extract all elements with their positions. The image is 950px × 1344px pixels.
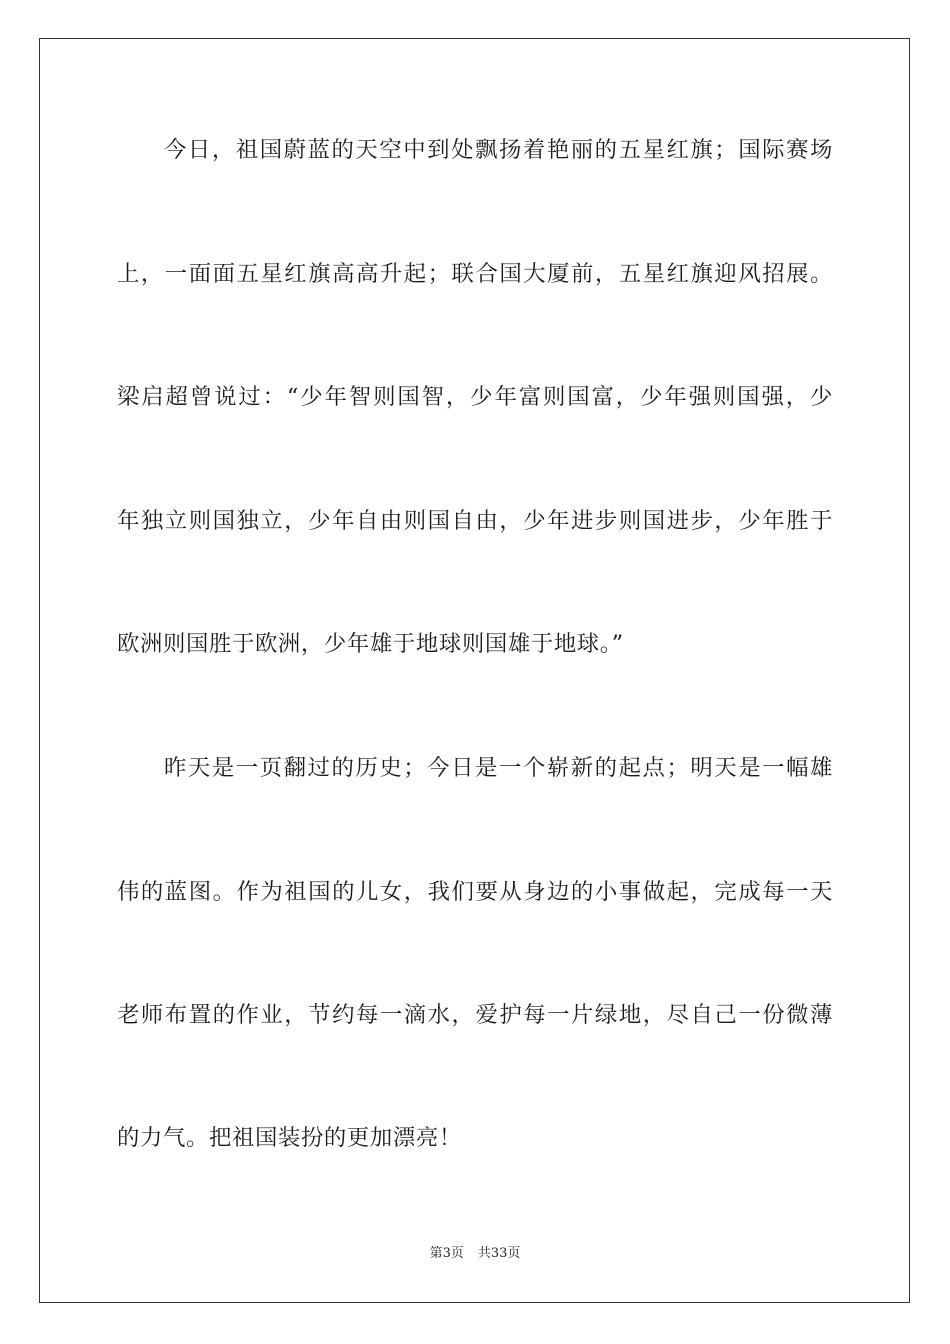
page-number: 第3页 xyxy=(429,1246,464,1261)
paragraph-2-line-3: 欧洲则国胜于欧洲，少年雄于地球则国雄于地球。” xyxy=(117,631,624,657)
paragraph-1-line-2: 上，一面面五星红旗高高升起；联合国大厦前，五星红旗迎风招展。 xyxy=(117,261,833,287)
page-footer xyxy=(0,1245,950,1263)
paragraph-2-line-1: 梁启超曾说过：“少年智则国智，少年富则国富，少年强则国强，少 xyxy=(117,384,833,410)
paragraph-3-line-4: 的力气。把祖国装扮的更加漂亮！ xyxy=(117,1125,462,1151)
paragraph-2-line-2: 年独立则国独立，少年自由则国自由，少年进步则国进步，少年胜于 xyxy=(117,508,833,534)
paragraph-1-line-1: 今日，祖国蔚蓝的天空中到处飘扬着艳丽的五星红旗；国际赛场 xyxy=(164,137,833,163)
paragraph-3-line-2: 伟的蓝图。作为祖国的儿女，我们要从身边的小事做起，完成每一天 xyxy=(117,879,833,905)
page-border xyxy=(39,38,910,1303)
page-total: 共33页 xyxy=(477,1246,521,1261)
paragraph-3-line-1: 昨天是一页翻过的历史；今日是一个崭新的起点；明天是一幅雄 xyxy=(164,755,833,781)
paragraph-3-line-3: 老师布置的作业，节约每一滴水，爱护每一片绿地，尽自己一份微薄 xyxy=(117,1002,833,1028)
